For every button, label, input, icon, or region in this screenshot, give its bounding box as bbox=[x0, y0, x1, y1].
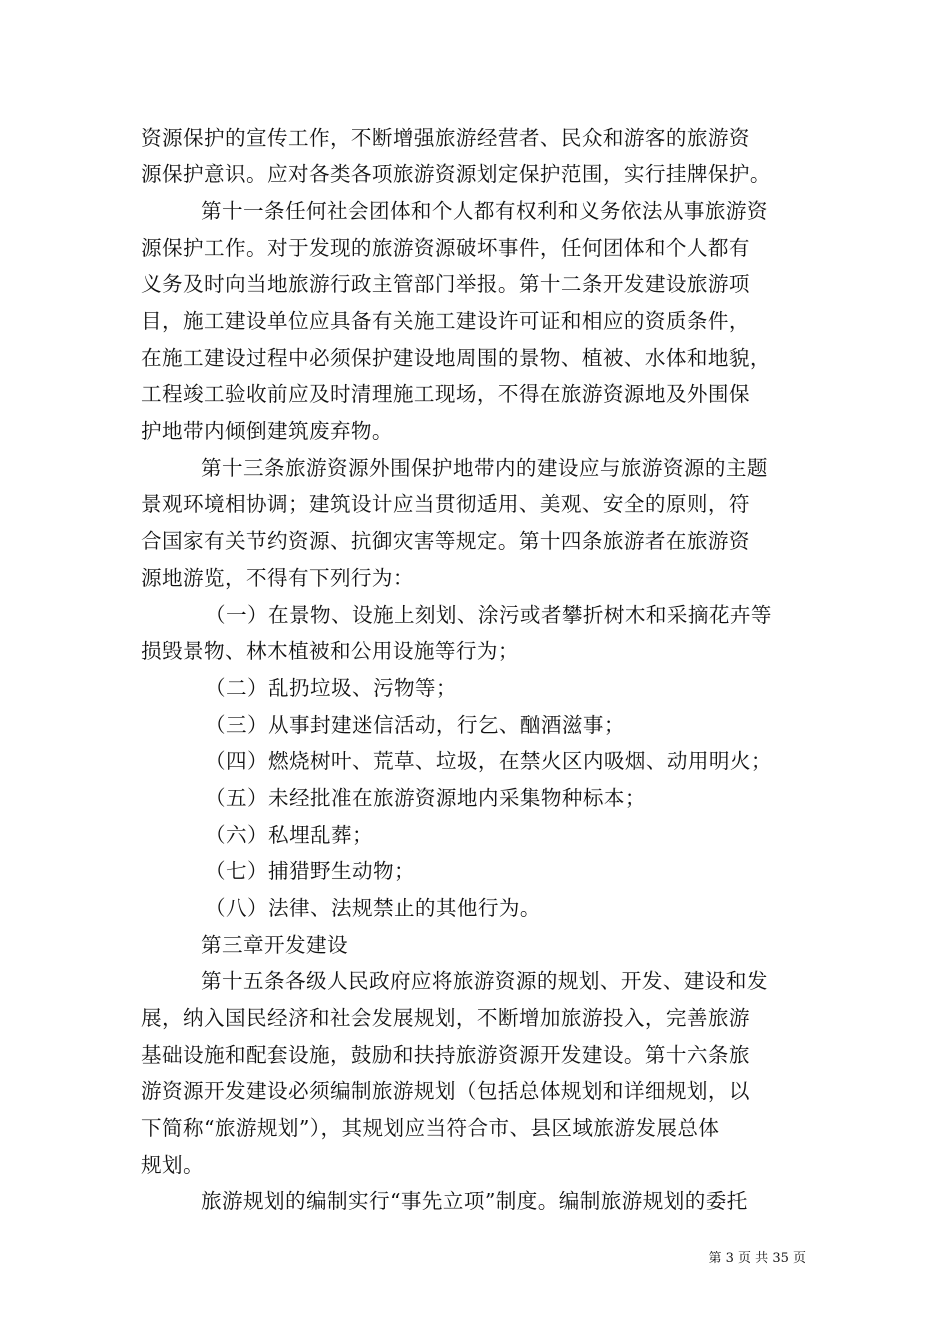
paragraph-start-line: 第十五条各级人民政府应将旅游资源的规划、开发、建设和发 bbox=[201, 969, 768, 993]
text-line: 展，纳入国民经济和社会发展规划，不断增加旅游投入，完善旅游 bbox=[141, 1006, 750, 1030]
list-item-line: （四）燃烧树叶、荒草、垃圾，在禁火区内吸烟、动用明火； bbox=[205, 749, 772, 773]
text-line: 源保护工作。对于发现的旅游资源破坏事件，任何团体和个人都有 bbox=[141, 236, 750, 260]
paragraph-start-line: 旅游规划的编制实行“事先立项”制度。编制旅游规划的委托 bbox=[201, 1189, 748, 1213]
chapter-heading: 第三章开发建设 bbox=[201, 933, 348, 957]
text-line: 资源保护的宣传工作，不断增强旅游经营者、民众和游客的旅游资 bbox=[141, 126, 750, 150]
text-line: 损毁景物、林木植被和公用设施等行为； bbox=[141, 639, 519, 663]
text-line: 规划。 bbox=[141, 1153, 204, 1177]
text-line: 目，施工建设单位应具备有关施工建设许可证和相应的资质条件， bbox=[141, 309, 750, 333]
list-item-line: （五）未经批准在旅游资源地内采集物种标本； bbox=[205, 786, 646, 810]
list-item-line: （三）从事封建迷信活动，行乞、酗酒滋事； bbox=[205, 713, 625, 737]
text-line: 源保护意识。应对各类各项旅游资源划定保护范围，实行挂牌保护。 bbox=[141, 162, 771, 186]
list-item-line: （七）捕猎野生动物； bbox=[205, 859, 415, 883]
paragraph-start-line: 第十一条任何社会团体和个人都有权利和义务依法从事旅游资 bbox=[201, 199, 768, 223]
page-number: 第 3 页 共 35 页 bbox=[708, 1251, 806, 1266]
text-line: 源地游览，不得有下列行为： bbox=[141, 566, 414, 590]
text-line: 游资源开发建设必须编制旅游规划（包括总体规划和详细规划，以 bbox=[141, 1079, 750, 1103]
text-line: 景观环境相协调；建筑设计应当贯彻适用、美观、安全的原则，符 bbox=[141, 492, 750, 516]
text-line: 下简称“旅游规划”），其规划应当符合市、县区域旅游发展总体 bbox=[141, 1116, 720, 1140]
list-item-line: （八）法律、法规禁止的其他行为。 bbox=[205, 896, 541, 920]
paragraph-start-line: 第十三条旅游资源外围保护地带内的建设应与旅游资源的主题 bbox=[201, 456, 768, 480]
text-line: 工程竣工验收前应及时清理施工现场，不得在旅游资源地及外围保 bbox=[141, 382, 750, 406]
list-item-line: （二）乱扔垃圾、污物等； bbox=[205, 676, 457, 700]
text-line: 合国家有关节约资源、抗御灾害等规定。第十四条旅游者在旅游资 bbox=[141, 529, 750, 553]
text-line: 在施工建设过程中必须保护建设地周围的景物、植被、水体和地貌， bbox=[141, 346, 771, 370]
text-line: 护地带内倾倒建筑废弃物。 bbox=[141, 419, 393, 443]
list-item-line: （六）私埋乱葬； bbox=[205, 823, 373, 847]
text-line: 基础设施和配套设施，鼓励和扶持旅游资源开发建设。第十六条旅 bbox=[141, 1043, 750, 1067]
list-item-line: （一）在景物、设施上刻划、涂污或者攀折树木和采摘花卉等 bbox=[205, 603, 772, 627]
text-line: 义务及时向当地旅游行政主管部门举报。第十二条开发建设旅游项 bbox=[141, 272, 750, 296]
